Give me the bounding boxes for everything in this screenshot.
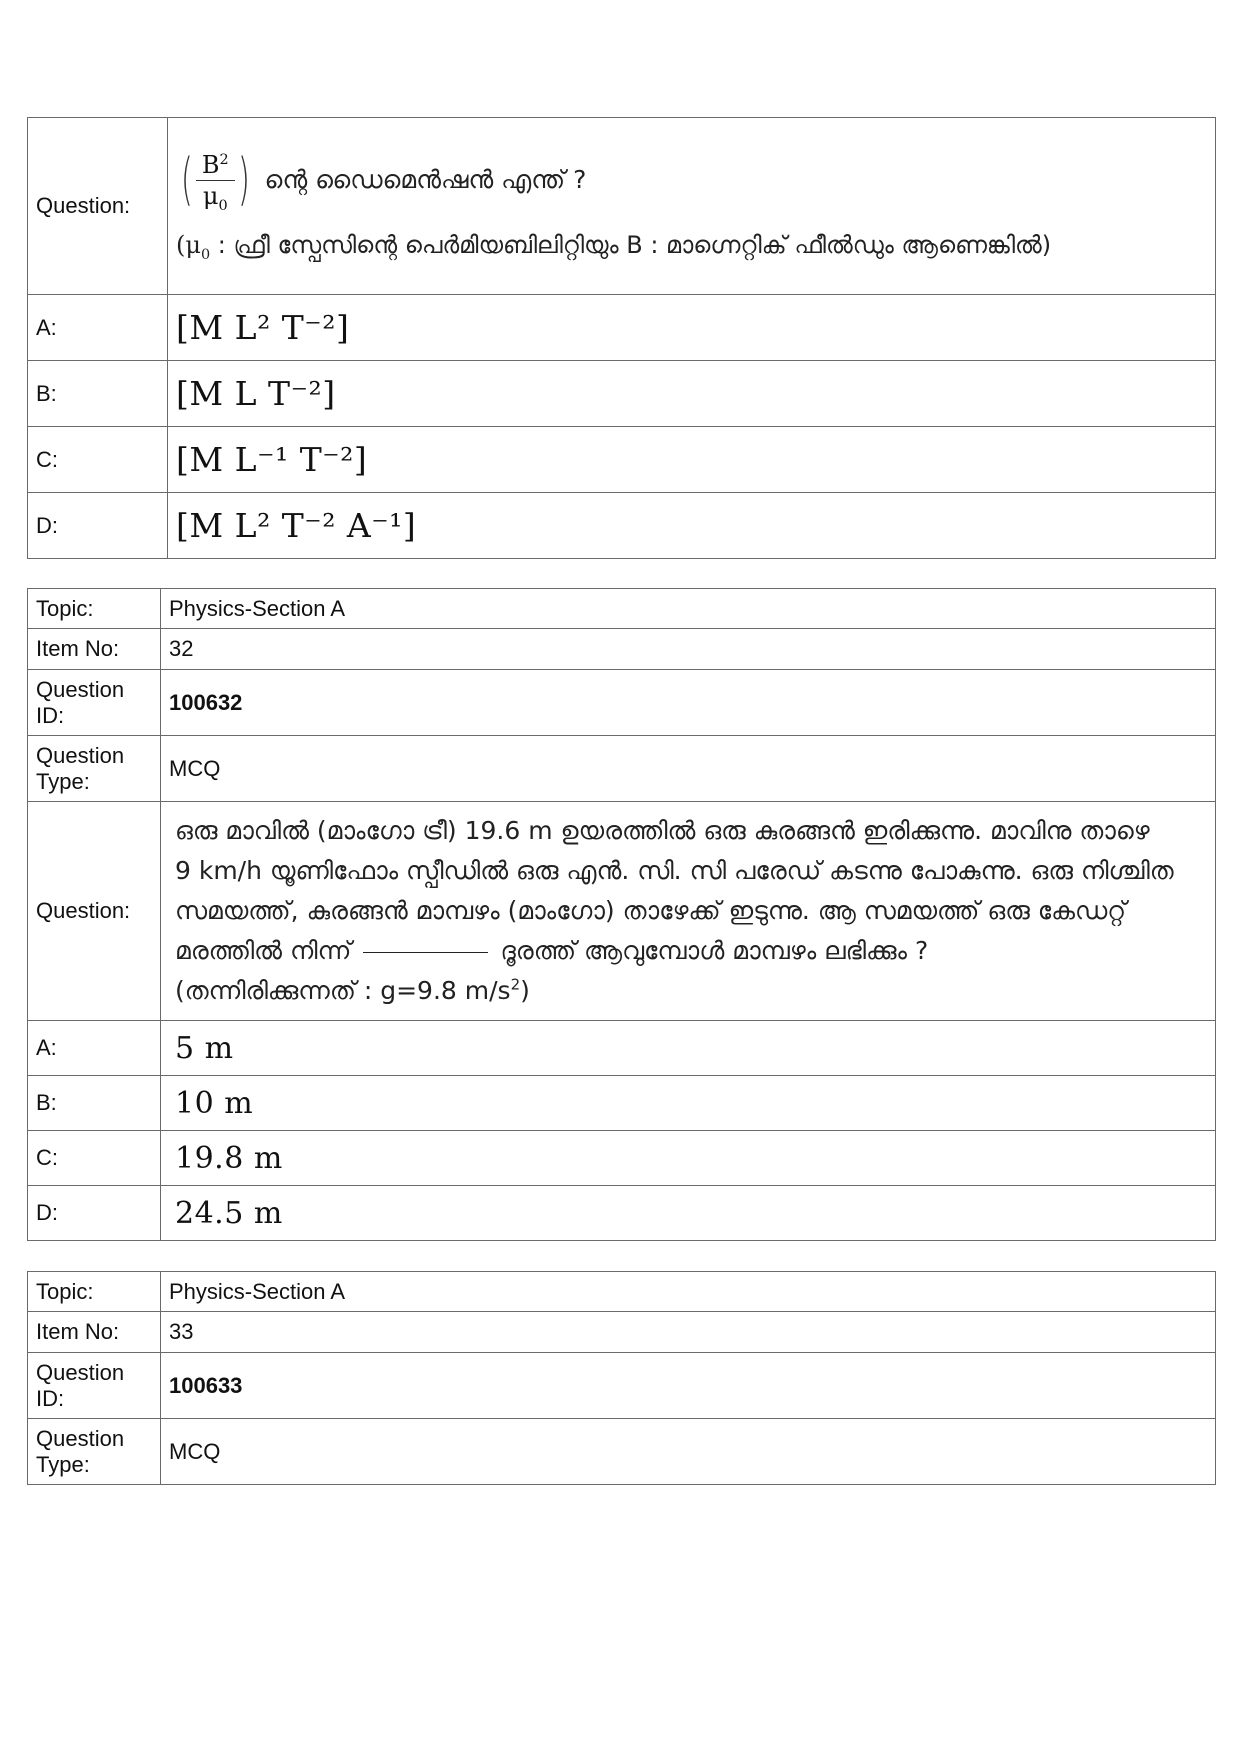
topic-row bbox=[28, 589, 1216, 629]
item-no-label: Item No: bbox=[28, 1312, 161, 1353]
question-line-5-start: (തന്നിരിക്കുന്നത് : g=9.8 m/s bbox=[175, 976, 511, 1005]
question-stem bbox=[176, 147, 1207, 214]
option-c-label: C: bbox=[28, 427, 168, 493]
topic-row bbox=[28, 1272, 1216, 1312]
question-label: Question: bbox=[28, 118, 168, 295]
question-id-row bbox=[28, 1353, 1216, 1419]
question-id-value: 100632 bbox=[161, 670, 1216, 736]
topic-value: Physics-Section A bbox=[161, 1272, 1216, 1312]
question-32-table bbox=[27, 588, 1216, 1241]
question-row bbox=[28, 118, 1216, 295]
item-no-row bbox=[28, 1312, 1216, 1353]
option-a-text: 5 m bbox=[161, 1021, 1216, 1076]
question-content bbox=[161, 802, 1216, 1021]
option-c-text: [M L⁻¹ T⁻²] bbox=[168, 427, 1216, 493]
question-line-1: ഒരു മാവിൽ (മാംഗോ ട്രീ) 19.6 m ഉയരത്തിൽ ഒരു കുരങ്ങൻ ഇരിക്കുന്നു. മാവിനു താഴെ bbox=[175, 816, 1150, 845]
option-d-label: D: bbox=[28, 493, 168, 559]
option-b-text: 10 m bbox=[161, 1076, 1216, 1131]
item-no-row bbox=[28, 629, 1216, 670]
option-a-label: A: bbox=[28, 295, 168, 361]
note-mu: (μ bbox=[176, 230, 201, 259]
question-type-row bbox=[28, 1419, 1216, 1485]
option-b-text: [M L T⁻²] bbox=[168, 361, 1216, 427]
option-d-text: [M L² T⁻² A⁻¹] bbox=[168, 493, 1216, 559]
answer-blank bbox=[363, 951, 488, 953]
note-text: : ഫ്രീ സ്പേസിന്റെ പെർമിയബിലിറ്റിയും B : മാഗ്നെറ്റിക് ഫീൽഡും ആണെങ്കിൽ) bbox=[210, 230, 1052, 259]
question-row bbox=[28, 802, 1216, 1021]
question-line-2: 9 km/h യൂണിഫോം സ്പീഡിൽ ഒരു എൻ. സി. സി പരേഡ് കടന്നു പോകുന്നു. ഒരു നിശ്ചിത bbox=[175, 856, 1174, 885]
fraction-denominator-subscript: 0 bbox=[218, 197, 228, 214]
item-no-value: 33 bbox=[161, 1312, 1216, 1353]
question-type-value: MCQ bbox=[161, 1419, 1216, 1485]
option-row-a bbox=[28, 1021, 1216, 1076]
question-line-5 bbox=[175, 971, 1207, 1011]
option-row-c bbox=[28, 1131, 1216, 1186]
question-31-table bbox=[27, 117, 1216, 559]
option-row-a bbox=[28, 295, 1216, 361]
question-id-label: Question ID: bbox=[28, 1353, 161, 1419]
question-type-label: Question Type: bbox=[28, 736, 161, 802]
option-row-c bbox=[28, 427, 1216, 493]
question-id-label: Question ID: bbox=[28, 670, 161, 736]
fraction-numerator: B bbox=[201, 150, 220, 179]
question-line-5-exponent: 2 bbox=[510, 975, 521, 994]
option-a-label: A: bbox=[28, 1021, 161, 1076]
option-row-d bbox=[28, 493, 1216, 559]
question-line-4-start: മരത്തിൽ നിന്ന് bbox=[175, 936, 352, 965]
question-type-label: Question Type: bbox=[28, 1419, 161, 1485]
option-row-b bbox=[28, 361, 1216, 427]
fraction-denominator: μ bbox=[202, 181, 219, 210]
option-b-label: B: bbox=[28, 1076, 161, 1131]
left-paren: ( bbox=[180, 147, 193, 212]
question-type-row bbox=[28, 736, 1216, 802]
option-b-label: B: bbox=[28, 361, 168, 427]
fraction-numerator-exponent: 2 bbox=[219, 151, 229, 168]
question-line-4 bbox=[175, 931, 1207, 971]
question-id-row bbox=[28, 670, 1216, 736]
note-mu-subscript: 0 bbox=[200, 246, 211, 263]
right-paren: ) bbox=[237, 147, 250, 212]
question-line-3: സമയത്ത്, കുരങ്ങൻ മാമ്പഴം (മാംഗോ) താഴേക്ക് ഇടുന്നു. ആ സമയത്ത് ഒരു കേഡറ്റ് bbox=[175, 896, 1127, 925]
option-d-text: 24.5 m bbox=[161, 1186, 1216, 1241]
option-c-label: C: bbox=[28, 1131, 161, 1186]
question-note bbox=[176, 225, 1207, 265]
question-content bbox=[168, 118, 1216, 295]
option-a-text: [M L² T⁻²] bbox=[168, 295, 1216, 361]
question-label: Question: bbox=[28, 802, 161, 1021]
option-row-d bbox=[28, 1186, 1216, 1241]
option-row-b bbox=[28, 1076, 1216, 1131]
question-33-table bbox=[27, 1271, 1216, 1485]
topic-value: Physics-Section A bbox=[161, 589, 1216, 629]
item-no-value: 32 bbox=[161, 629, 1216, 670]
topic-label: Topic: bbox=[28, 1272, 161, 1312]
question-stem-text: ന്റെ ഡൈമെൻഷൻ എന്ത് ? bbox=[264, 165, 587, 194]
item-no-label: Item No: bbox=[28, 629, 161, 670]
question-line-5-end: ) bbox=[520, 976, 530, 1005]
question-type-value: MCQ bbox=[161, 736, 1216, 802]
option-c-text: 19.8 m bbox=[161, 1131, 1216, 1186]
question-id-value: 100633 bbox=[161, 1353, 1216, 1419]
option-d-label: D: bbox=[28, 1186, 161, 1241]
question-line-4-end: ദൂരത്ത് ആവുമ്പോൾ മാമ്പഴം ലഭിക്കും ? bbox=[500, 936, 929, 965]
fraction-b2-over-mu0 bbox=[176, 147, 255, 214]
topic-label: Topic: bbox=[28, 589, 161, 629]
